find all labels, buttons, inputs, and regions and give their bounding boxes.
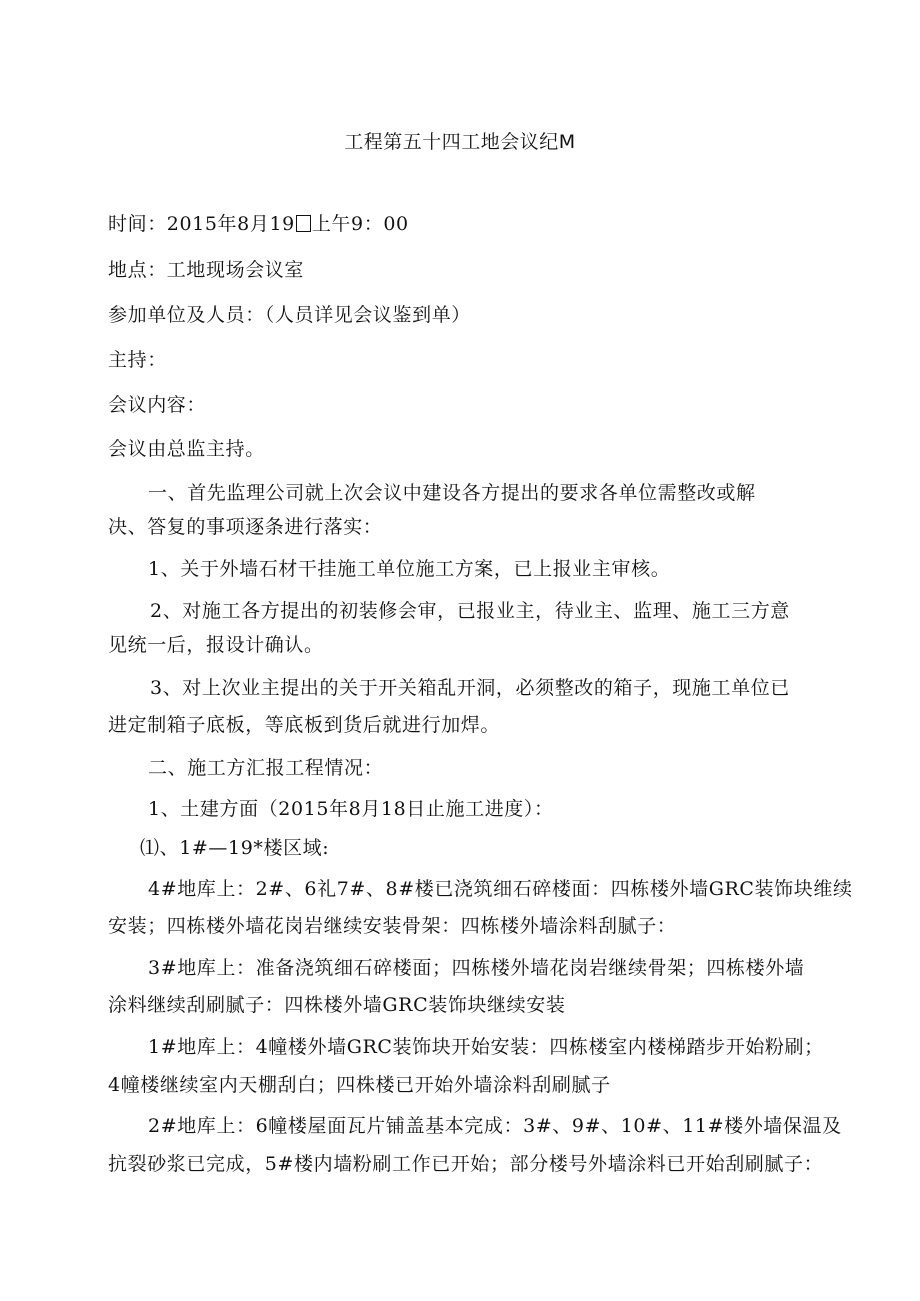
garage2-line1: 2#地库上：6幢楼屋面瓦片铺盖基本完成：3#、9#、10#、11#楼外墙保温及 — [148, 1115, 842, 1137]
time-prefix: 时间：2015年8月19 — [108, 213, 295, 235]
garage4-line1: 4#地库上：2#、6礼7#、8#楼已浇筑细石碎楼面：四栋楼外墙GRC装饰块维续 — [148, 878, 853, 900]
meeting-location: 地点：工地现场会议室 — [108, 259, 305, 281]
item2-line2: 见统一后，报设计确认。 — [108, 634, 324, 656]
meeting-host: 主持： — [108, 349, 167, 371]
time-suffix: 上午9：00 — [311, 213, 409, 235]
section1-line1: 一、首先监理公司就上次会议中建设各方提出的要求各单位需整改或解 — [148, 482, 756, 504]
garage1-line2: 4幢楼继续室内天棚刮白；四株楼已开始外墙涂料刮刷腻子 — [108, 1074, 611, 1096]
area-heading: ⑴、1#—19*楼区域: — [140, 837, 330, 859]
garage2-line2: 抗裂砂浆已完成，5#楼内墙粉刷工作已开始；部分楼号外墙涂料已开始刮刷腻子： — [108, 1153, 824, 1175]
content-label: 会议内容： — [108, 394, 207, 416]
item2-line1: 2、对施工各方提出的初装修会审，已报业主，待业主、监理、施工三方意 — [150, 600, 790, 622]
garage3-line1: 3#地库上：准备浇筑细石碎楼面；四栋楼外墙花岗岩继续骨架；四栋楼外墙 — [148, 957, 805, 979]
garage4-line2: 安装；四栋楼外墙花岗岩继续安装骨架：四栋楼外墙涂料刮腻子： — [108, 915, 677, 937]
chaired-by: 会议由总监主持。 — [108, 438, 265, 460]
item1: 1、关于外墙石材干挂施工单位施工方案，已上报业主审核。 — [148, 558, 671, 580]
item3-line1: 3、对上次业主提出的关于开关箱乱开洞，必须整改的箱子，现施工单位已 — [150, 677, 790, 699]
item3-line2: 进定制箱子底板，等底板到货后就进行加焊。 — [108, 714, 501, 736]
section1-line2: 决、答复的事项逐条进行落实： — [108, 516, 383, 538]
page-title: 工程第五十四工地会议纪M — [344, 131, 576, 153]
section2-heading: 二、施工方汇报工程情况： — [148, 757, 384, 779]
missing-glyph-box — [296, 215, 311, 232]
garage3-line2: 涂料继续刮刷腻子：四株楼外墙GRC装饰块继续安装 — [108, 994, 566, 1016]
meeting-time — [108, 212, 409, 236]
garage1-line1: 1#地库上：4幢楼外墙GRC装饰块开始安装：四栋楼室内楼梯踏步开始粉刷； — [148, 1036, 824, 1058]
civil-heading: 1、土建方面（2015年8月18日止施工进度）： — [148, 798, 554, 820]
meeting-participants: 参加单位及人员：（人员详见会议鉴到单） — [108, 304, 471, 326]
